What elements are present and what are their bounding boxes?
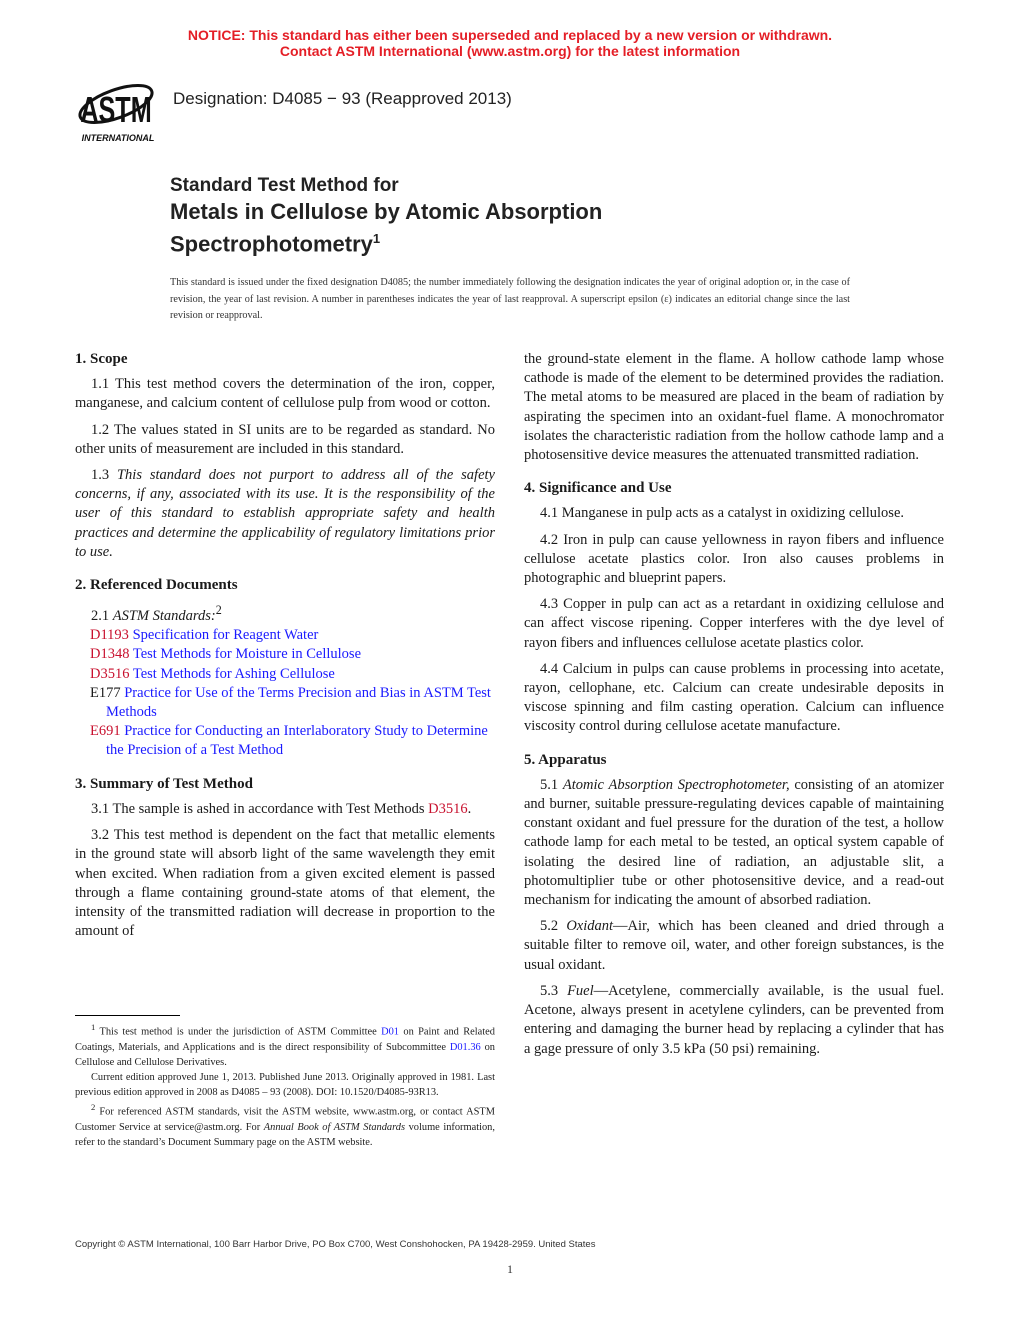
footnote-edition: Current edition approved June 1, 2013. Published June 2013. Originally approved in 1981. Last previous edition approved in 2008 as D4085 – 93 (2008). DOI: 10.1520/D4085-93R13. — [75, 1072, 495, 1099]
d3516-link[interactable]: D3516 — [428, 800, 468, 817]
designation: Designation: D4085 − 93 (Reapproved 2013) — [173, 89, 512, 108]
footnote-divider — [75, 1015, 180, 1016]
reference-title-link[interactable]: Test Methods for Moisture in Cellulose — [132, 646, 362, 663]
title-footnote-mark[interactable]: 1 — [372, 231, 381, 246]
svg-text:INTERNATIONAL: INTERNATIONAL — [81, 133, 155, 143]
paragraph-1-1: 1.1 This test method covers the determination of the iron, copper, manganese, and calcium content of cellulose pulp from wood or cotton. — [75, 376, 495, 412]
footnote-2: $^2$ For referenced ASTM standards, visit the ASTM website, www.astm.org, or contact ASTM Customer Service at service@astm.org. For Annual Book of ASTM Standards volume information, refer to the standard’s Document Summary page on the ASTM website. — [75, 1102, 495, 1149]
paragraph-5-2: 5.2 Oxidant—Air, which has been cleaned and dried through a suitable filter to remove oil, water, and other foreign substances, is the usual oxidant. — [524, 918, 945, 973]
committee-d01-link[interactable]: D01 — [381, 1026, 399, 1038]
reference-code-link[interactable]: D1348 — [90, 646, 130, 663]
subcommittee-d0136-link[interactable]: D01.36 — [449, 1041, 481, 1053]
issuance-note: This standard is issued under the fixed designation D4085; the number immediately following the designation indicates the year of original adoption or, in the case of revision, the year of last revision. A number in parentheses indicates the year of last reapproval. A superscript epsilon (ε) indicates an editorial change since the last revision or reapproval. — [170, 277, 850, 321]
paragraph-3-2-continued: the ground-state element in the flame. A hollow cathode lamp whose cathode is made of the element to be determined provides the radiation. The metal atoms to be measured are placed in the beam of radiation by aspirating the specimen into an oxidant-fuel flame. A monochromator isolates the characteristic radiation from the hollow cathode lamp and a photosensitive device measures the attenuated transmitted radiation. — [524, 351, 944, 464]
reference-item — [75, 684, 495, 722]
copyright-notice: Copyright © ASTM International, 100 Barr Harbor Drive, PO Box C700, West Conshohocken, PA 19428-2959. United States — [75, 1239, 596, 1250]
paragraph-2-1: 2.1 ASTM Standards:$^2$ — [91, 603, 222, 625]
notice-line-2: Contact ASTM International (www.astm.org) for the latest information — [279, 43, 741, 59]
paragraph-4-3: 4.3 Copper in pulp can act as a retardant in oxidizing cellulose and can affect viscose ripening. Copper interferes with the dye level of rayon fibers and influences cellulose acetate plastics color. — [524, 596, 944, 651]
paragraph-4-2: 4.2 Iron in pulp can cause yellowness in rayon fibers and influence cellulose acetate plastics color. Iron also causes problems in photographic and blueprint papers. — [524, 531, 944, 587]
section-heading-scope: 1. Scope — [75, 351, 128, 367]
astm-logo — [74, 74, 160, 144]
notice-line-1: NOTICE: This standard has either been superseded and replaced by a new version or withdrawn. — [187, 27, 833, 43]
title-line-3: Spectrophotometry$^1$ — [170, 231, 381, 257]
title-line-2: Metals in Cellulose by Atomic Absorption — [170, 199, 603, 224]
reference-item — [75, 645, 495, 664]
section-heading-significance: 4. Significance and Use — [524, 480, 672, 497]
reference-title-link[interactable]: Practice for Conducting an Interlaboratory Study to Determine the Precision of a Test Method — [106, 723, 488, 759]
reference-title-link[interactable]: Test Methods for Ashing Cellulose — [132, 665, 335, 682]
reference-title-link[interactable]: Practice for Use of the Terms Precision and Bias in ASTM Test Methods — [106, 684, 491, 721]
reference-code-link[interactable]: D1193 — [90, 627, 129, 644]
footnote-1: $^1$ This test method is under the jurisdiction of ASTM Committee D01 on Paint and Related Coatings, Materials, and Applications and is the direct responsibility of Subcommittee D01.36 on Cellulose and Cellulose Derivatives. — [75, 1022, 495, 1068]
astm-logo-icon — [74, 74, 160, 144]
left-column — [75, 350, 495, 948]
withdrawal-notice — [0, 27, 1020, 59]
right-column — [524, 350, 944, 1066]
paragraph-3-2: 3.2 This test method is dependent on the fact that metallic elements in the ground state will absorb light of the same wavelength they emit when excited. When radiation from a given excited element is passed through a flame containing ground-state atoms of that element, the intensity of the transmitted radiation will decrease in proportion to the amount of — [75, 827, 495, 940]
reference-title-link[interactable]: Specification for Reagent Water — [132, 627, 319, 644]
section-heading-apparatus: 5. Apparatus — [524, 751, 607, 768]
paragraph-5-1: 5.1 Atomic Absorption Spectrophotometer, consisting of an atomizer and burner, suitable pressure-regulating devices capable of maintaining constant oxidant and fuel pressure for the duration of the test, a hollow cathode lamp for each metal to be tested, an optical system capable of isolating the desired line of radiation, an adjustable slit, a photomultiplier tube or other photosensitive device, and a read-out mechanism for indicating the amount of absorbed radiation. — [524, 776, 945, 909]
document-title — [170, 174, 602, 257]
reference-code-link[interactable]: D3516 — [90, 665, 130, 682]
page-number: 1 — [507, 1262, 513, 1276]
paragraph-4-1: 4.1 Manganese in pulp acts as a catalyst in oxidizing cellulose. — [540, 505, 905, 522]
svg-text:ASTM: ASTM — [80, 89, 152, 131]
paragraph-1-3: 1.3 This standard does not purport to address all of the safety concerns, if any, associated with its use. It is the responsibility of the user of this standard to establish appropriate safety and health practices and determine the applicability of regulatory limitations prior to use. — [75, 467, 495, 560]
reference-item — [75, 722, 495, 760]
paragraph-4-4: 4.4 Calcium in pulps can cause problems in processing into acetate, rayon, cellophane, etc. Calcium can create undesirable deposits in viscose spinning and film casting operation. Calcium can influence viscosity control during cellulose acetate manufacture. — [524, 660, 944, 735]
reference-code-link[interactable]: E691 — [90, 723, 121, 740]
paragraph-3-1: 3.1 The sample is ashed in accordance with Test Methods D3516. — [91, 800, 472, 817]
reference-code: E177 — [90, 684, 121, 701]
footnote-mark-2[interactable]: 2 — [215, 603, 222, 618]
reference-item — [75, 626, 495, 645]
paragraph-5-3: 5.3 Fuel—Acetylene, commercially available, is the usual fuel. Acetone, always present in acetylene cylinders, can be prevented from entering and damaging the burner head by replacing a cylinder that has a gage pressure of only 3.5 kPa (50 psi) remaining. — [524, 982, 944, 1057]
footnotes — [75, 1020, 495, 1151]
reference-item — [75, 665, 495, 684]
section-heading-referenced-documents: 2. Referenced Documents — [75, 577, 238, 594]
paragraph-1-2: 1.2 The values stated in SI units are to be regarded as standard. No other units of measurement are included in this standard. — [75, 421, 495, 457]
section-heading-summary: 3. Summary of Test Method — [75, 775, 253, 792]
title-line-1: Standard Test Method for — [170, 175, 399, 196]
